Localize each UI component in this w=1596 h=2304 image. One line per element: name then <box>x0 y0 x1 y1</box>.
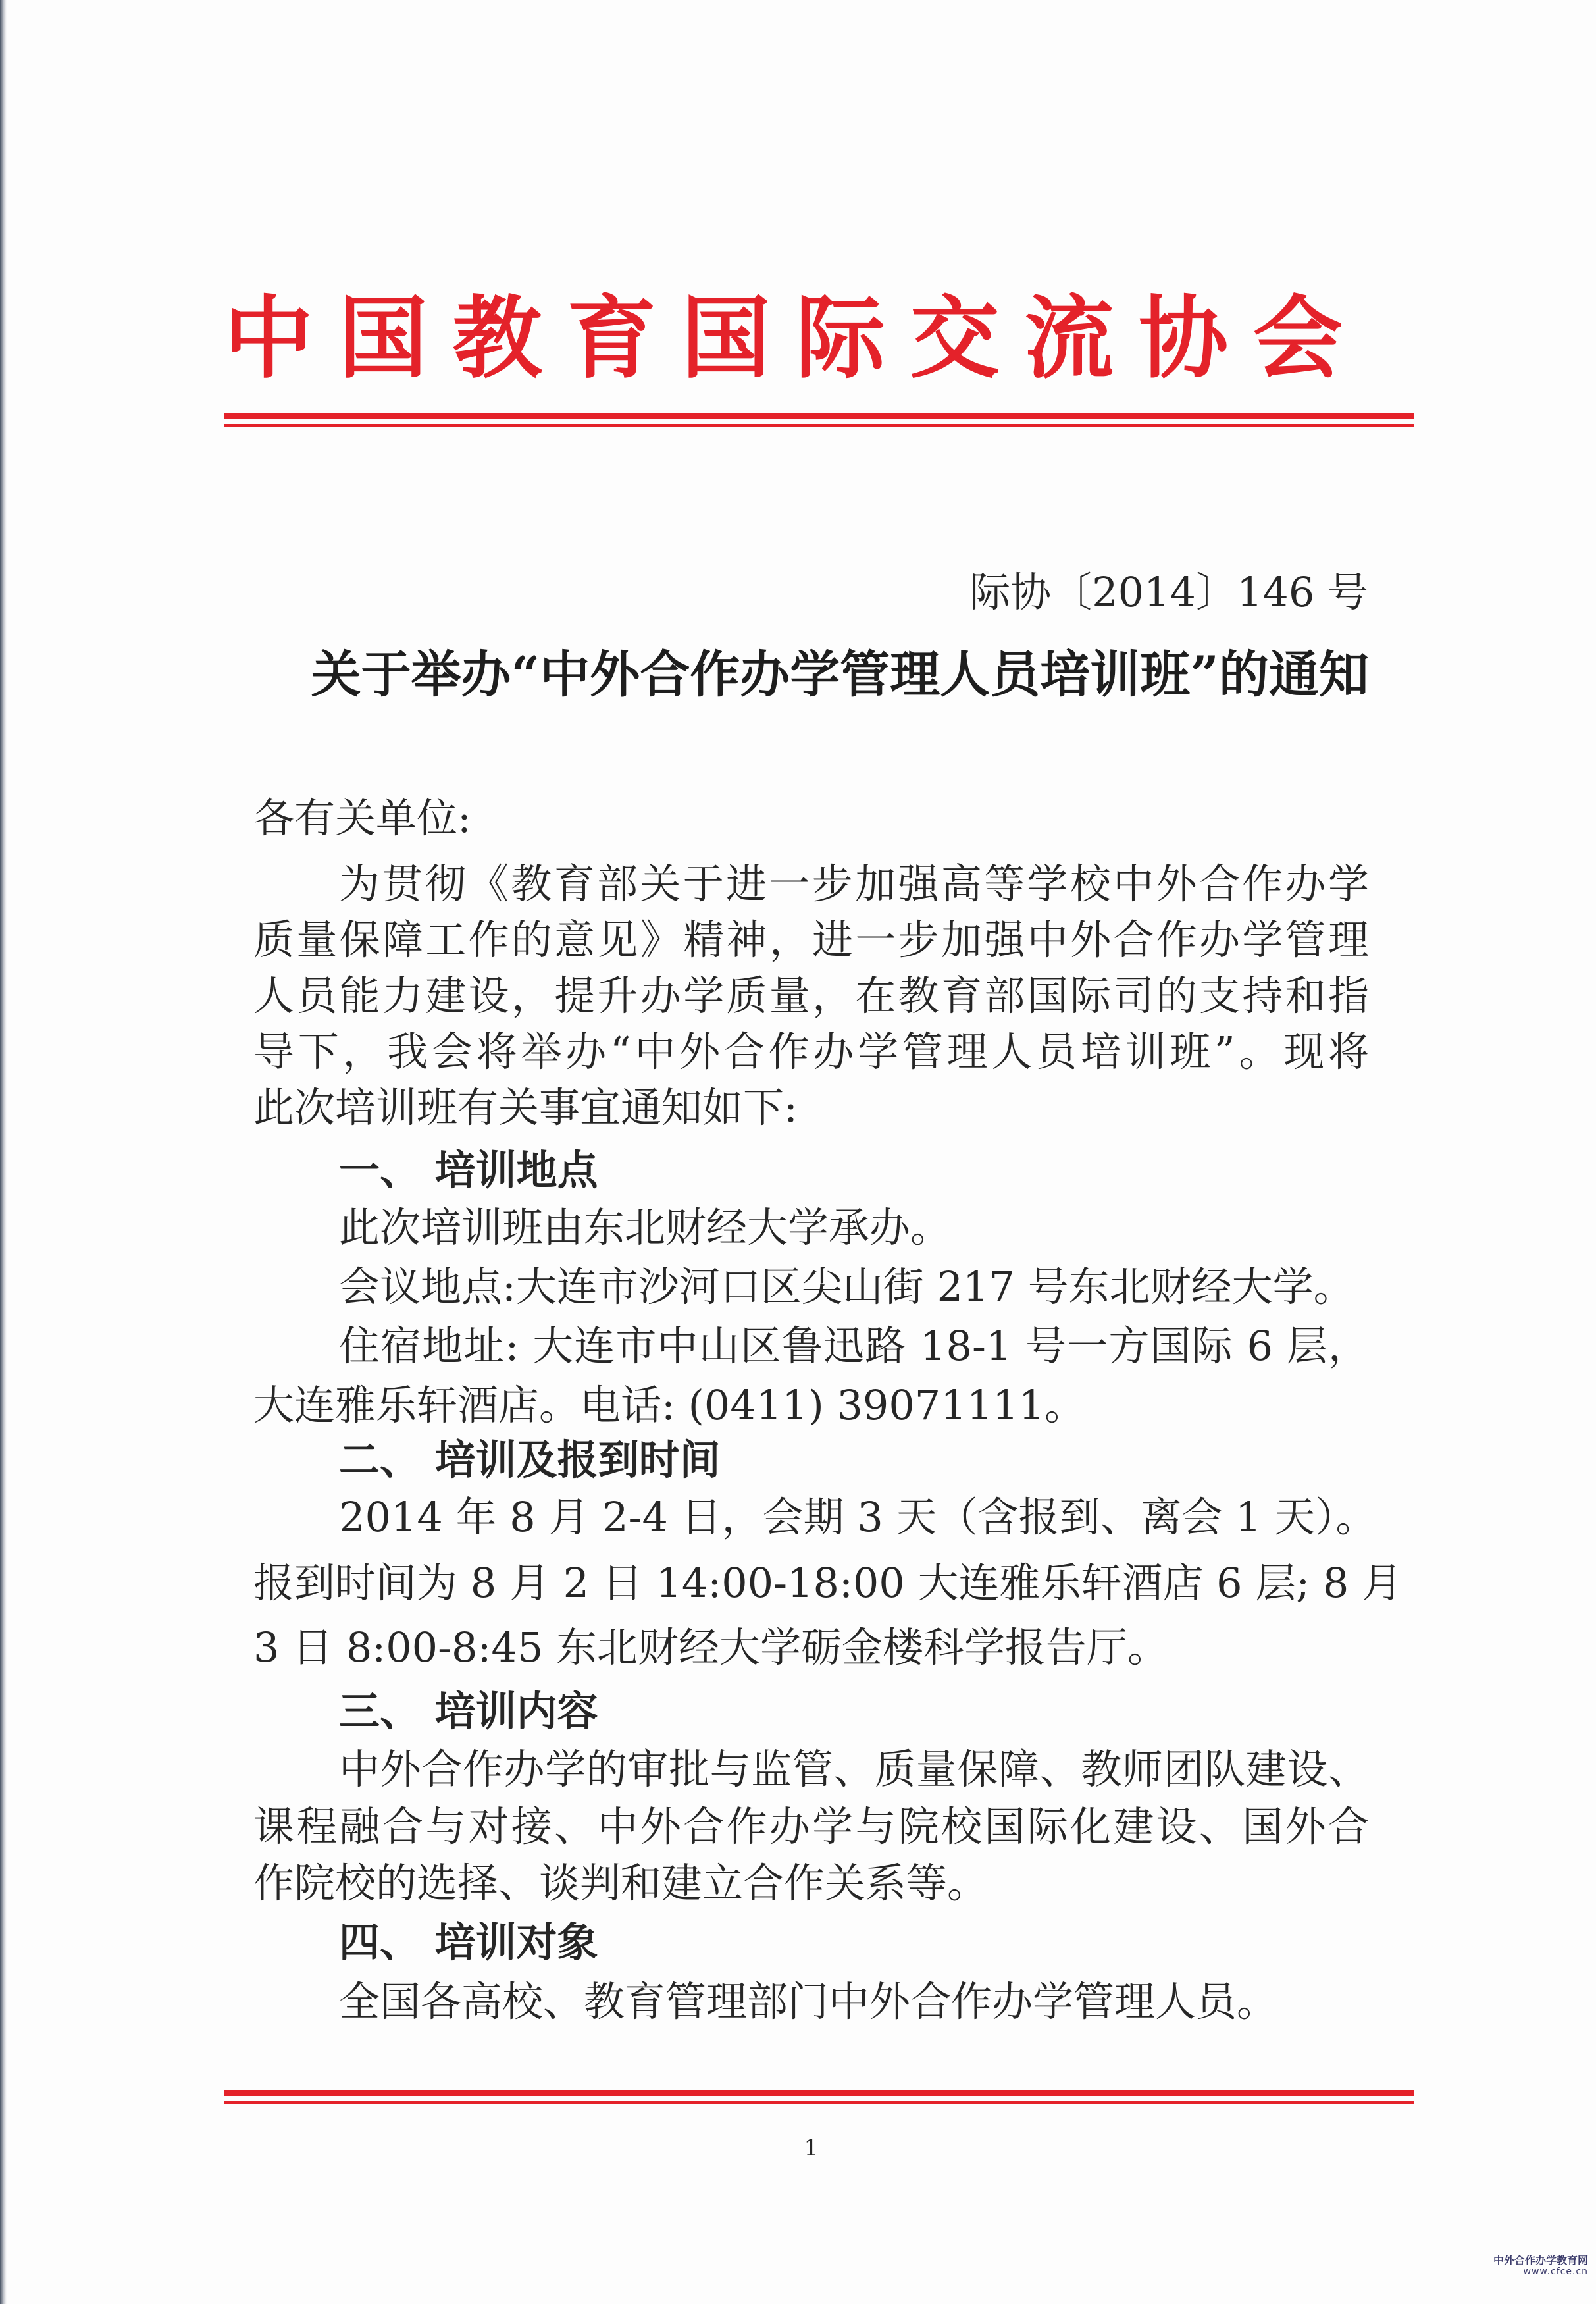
org-name-char: 中 <box>224 287 313 391</box>
document-title: 关于举办“中外合作办学管理人员培训班”的通知 <box>311 645 1369 704</box>
section-line: 大连雅乐轩酒店。电话: (0411) 39071111。 <box>253 1381 1086 1429</box>
watermark-url: www.cfce.cn <box>1523 2266 1588 2278</box>
section-line: 中外合作办学的审批与监管、质量保障、教师团队建设、 <box>339 1745 1369 1793</box>
site-watermark <box>1493 2254 1588 2278</box>
org-name-char: 国 <box>681 287 771 391</box>
header-red-rule <box>224 413 1414 431</box>
intro-line: 导下，我会将举办“中外合作办学管理人员培训班”。现将 <box>253 1028 1369 1076</box>
section-line: 会议地点:大连市沙河口区尖山街 217 号东北财经大学。 <box>339 1263 1354 1311</box>
intro-line: 质量保障工作的意见》精神，进一步加强中外合作办学管理 <box>253 916 1369 964</box>
org-name-char: 交 <box>910 287 1000 391</box>
org-name-char: 会 <box>1252 287 1343 391</box>
footer-rule-thick <box>224 2090 1414 2096</box>
org-name-char: 育 <box>567 287 657 391</box>
section-line: 3 日 8:00-8:45 东北财经大学砺金楼科学报告厅。 <box>253 1623 1168 1671</box>
section-line: 报到时间为 8 月 2 日 14:00-18:00 大连雅乐轩酒店 6 层; 8 月 <box>253 1559 1403 1607</box>
section-line: 此次培训班由东北财经大学承办。 <box>339 1203 952 1251</box>
section-line: 课程融合与对接、中外合作办学与院校国际化建设、国外合 <box>253 1802 1369 1850</box>
header-rule-thick <box>224 413 1414 419</box>
org-name-char: 协 <box>1139 287 1229 391</box>
org-name-char: 国 <box>338 287 428 391</box>
org-name-char: 流 <box>1024 287 1114 391</box>
intro-line: 此次培训班有关事宜通知如下: <box>253 1084 798 1132</box>
section-line: 住宿地址: 大连市中山区鲁迅路 18-1 号一方国际 6 层， <box>339 1322 1369 1370</box>
footer-rule-thin <box>224 2101 1414 2104</box>
org-letterhead <box>224 276 1343 402</box>
section-heading-location: 一、 培训地点 <box>339 1146 598 1194</box>
section-line: 全国各高校、教育管理部门中外合作办学管理人员。 <box>339 1977 1278 2026</box>
section-heading-audience: 四、 培训对象 <box>339 1918 598 1966</box>
footer-red-rule <box>224 2090 1414 2107</box>
intro-line: 人员能力建设，提升办学质量，在教育部国际司的支持和指 <box>253 972 1369 1020</box>
header-rule-thin <box>224 424 1414 427</box>
salutation: 各有关单位: <box>253 794 471 842</box>
intro-line: 为贯彻《教育部关于进一步加强高等学校中外合作办学 <box>339 860 1369 908</box>
org-name-char: 际 <box>795 287 885 391</box>
org-name-char: 教 <box>452 287 542 391</box>
watermark-site-name: 中外合作办学教育网 <box>1493 2254 1588 2266</box>
scan-edge-shadow <box>0 0 7 2304</box>
page-number: 1 <box>804 2135 819 2161</box>
section-line: 2014 年 8 月 2-4 日，会期 3 天（含报到、离会 1 天）。 <box>339 1493 1377 1541</box>
document-number: 际协〔2014〕146 号 <box>969 568 1368 616</box>
section-line: 作院校的选择、谈判和建立合作关系等。 <box>253 1859 989 1907</box>
section-heading-time: 二、 培训及报到时间 <box>339 1436 721 1484</box>
section-heading-content: 三、 培训内容 <box>339 1687 598 1735</box>
